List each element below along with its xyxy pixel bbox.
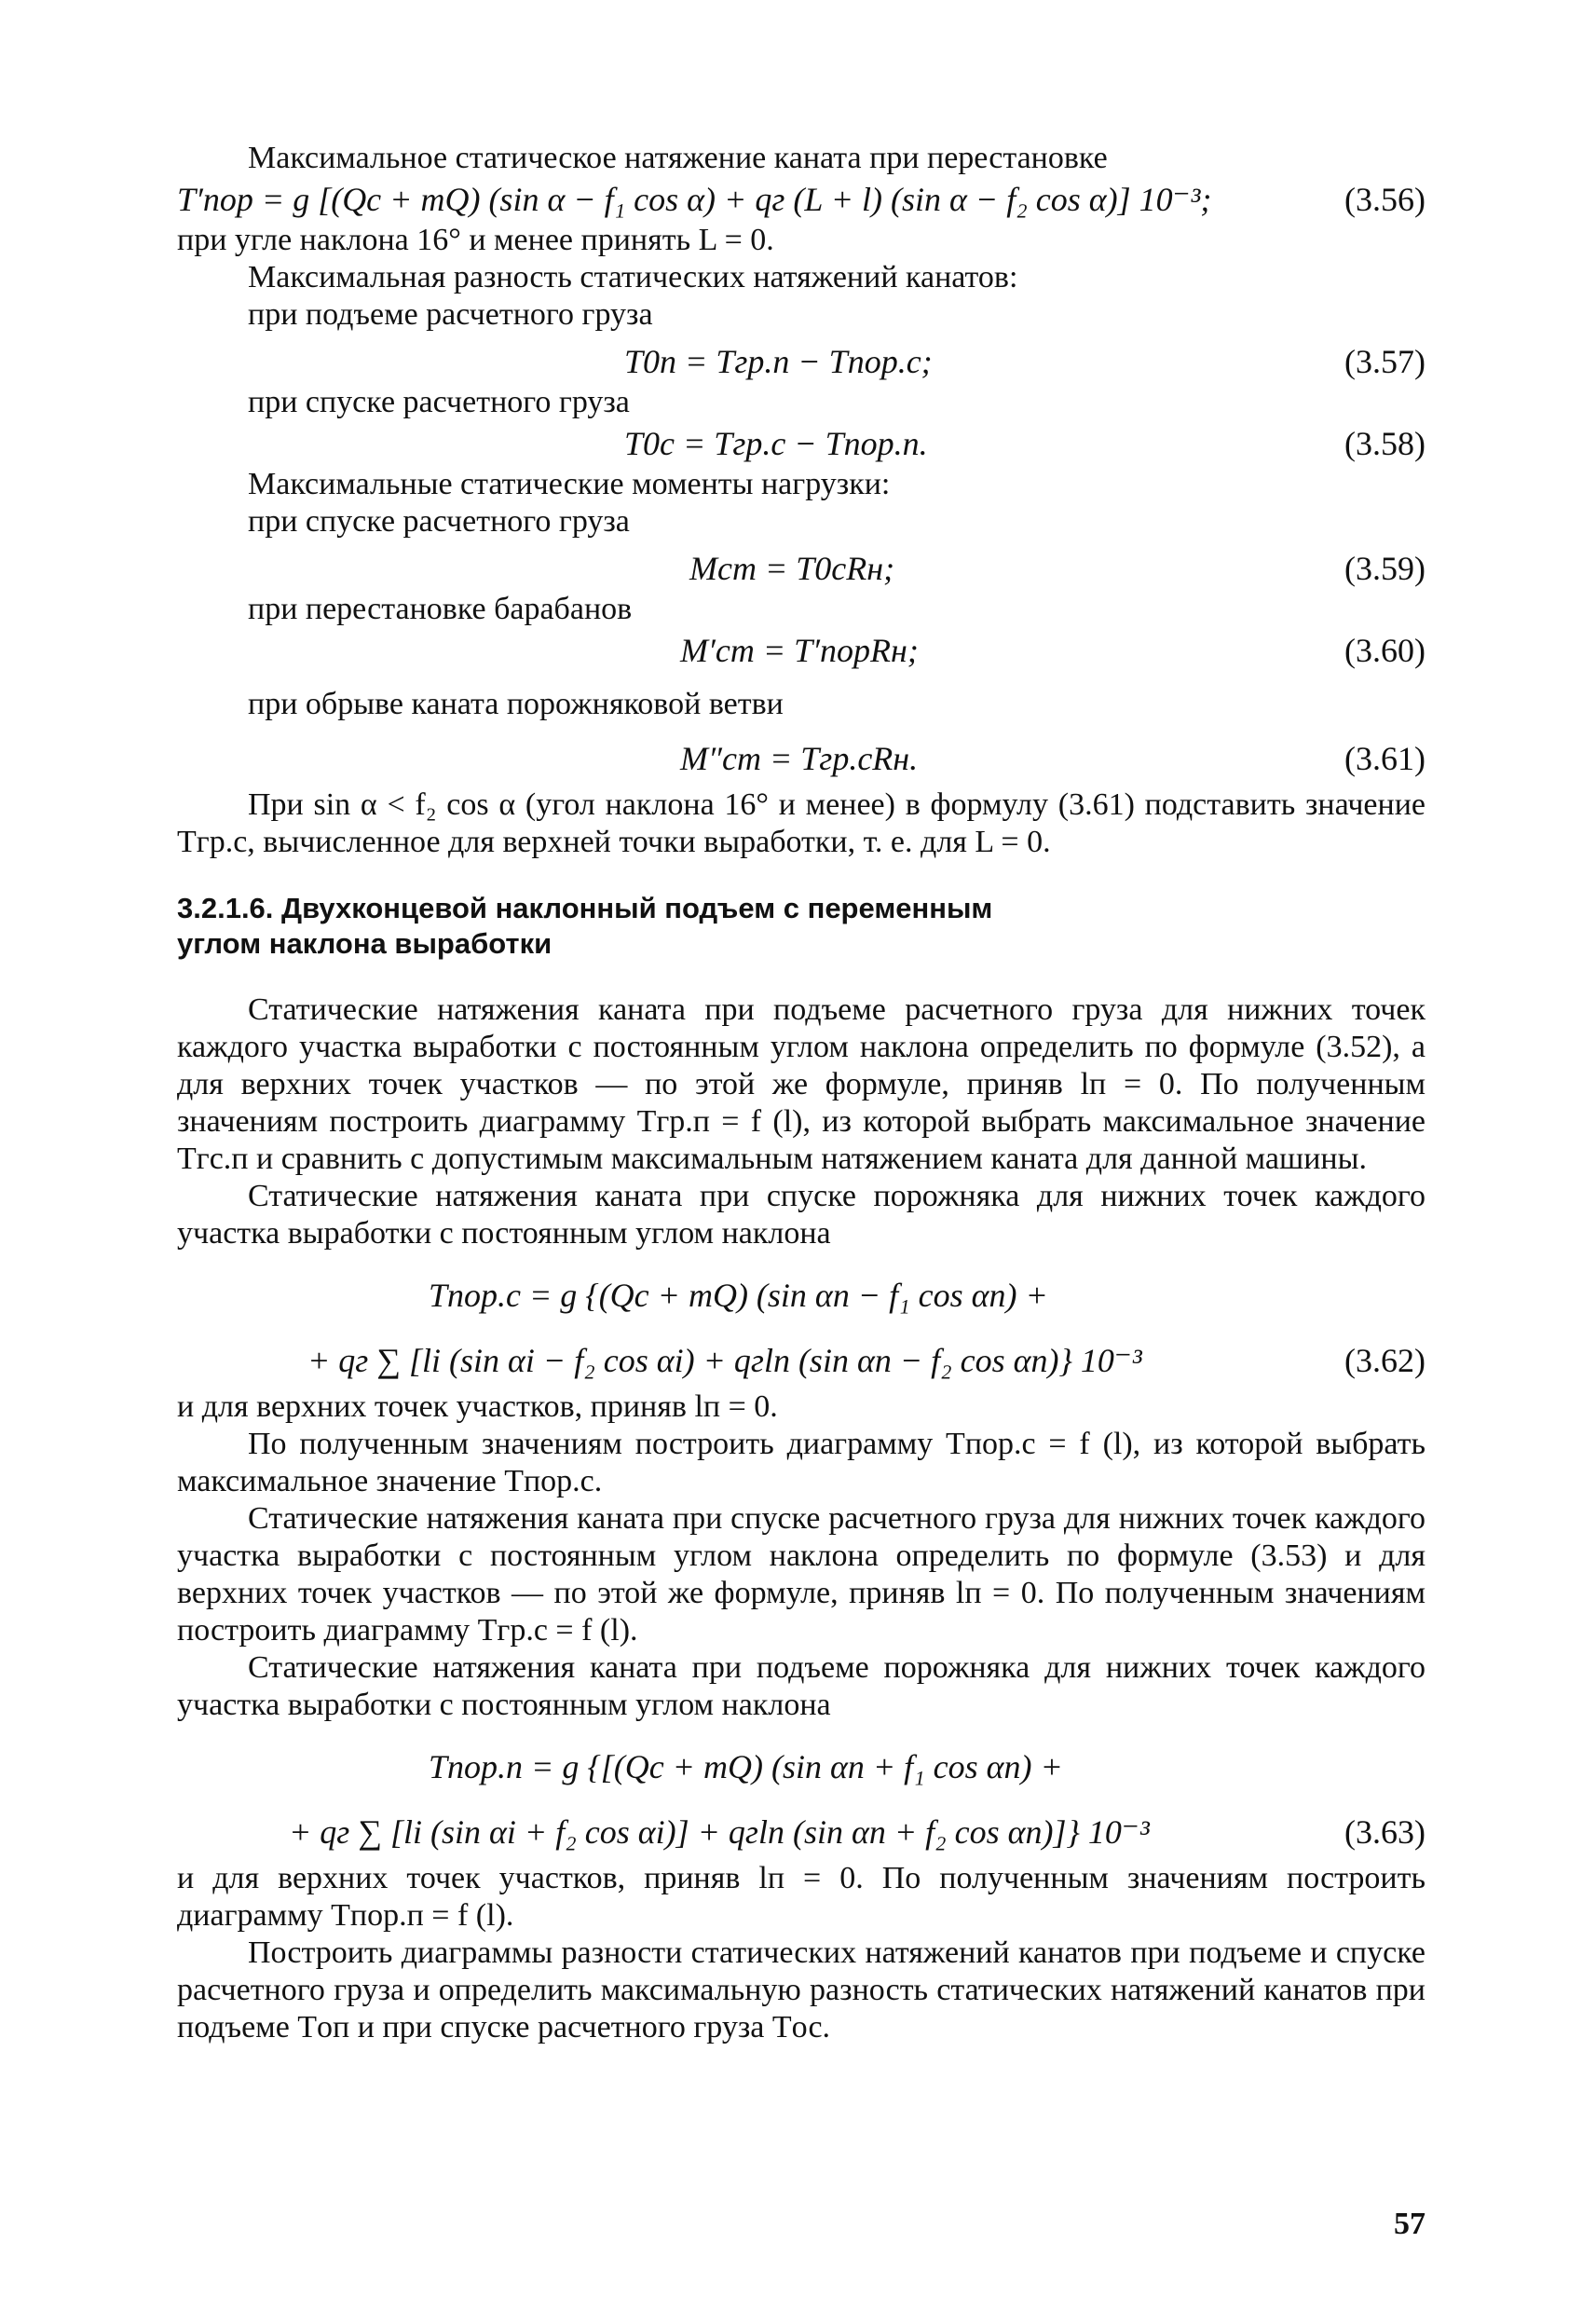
section-heading — [177, 891, 1425, 962]
paragraph: при подъеме расчетного груза — [248, 297, 653, 332]
equation-number: (3.57) — [1344, 343, 1425, 380]
equation-number: (3.60) — [1344, 632, 1425, 669]
paragraph: По полученным значениям построить диаграмму Tпор.с = f (l), из которой выбрать максимальное значение Tпор.с. — [177, 1427, 1425, 1498]
equation-3-59 — [177, 546, 1425, 591]
equation-3-63-line2 — [177, 1810, 1425, 1854]
equation-number: (3.56) — [1344, 181, 1425, 218]
equation-3-61 — [177, 736, 1425, 781]
paragraph: и для верхних точек участков, приняв lп = 0. — [177, 1389, 778, 1424]
paragraph: при спуске расчетного груза — [248, 504, 630, 539]
paragraph: при спуске расчетного груза — [248, 385, 630, 419]
paragraph: и для верхних точек участков, приняв lп = 0. По полученным значениям построить диаграмму Tпор.п = f (l). — [177, 1861, 1425, 1933]
formula: Mст = T0сRн; — [689, 550, 895, 587]
paragraph: Статические натяжения каната при спуске порожняка для нижних точек каждого участка выработки с постоянным углом наклона — [177, 1179, 1425, 1251]
paragraph: Максимальное статическое натяжение каната при перестановке — [248, 141, 1108, 175]
equation-3-57 — [177, 339, 1425, 384]
paragraph: При sin α < f₂ cos α (угол наклона 16° и менее) в формулу (3.61) подставить значение Tгр.с, вычисленное для верхней точки выработки, т. е. для L = 0. — [177, 787, 1425, 859]
formula: Tпор.с = g {(Qс + mQ) (sin αп − f₁ cos αп) + — [429, 1277, 1048, 1314]
formula: T′пор = g [(Qс + mQ) (sin α − f₁ cos α) + qг (L + l) (sin α − f₂ cos α)] 10⁻³; — [177, 181, 1212, 218]
equation-number: (3.59) — [1344, 550, 1425, 587]
paragraph: Максимальные статические моменты нагрузки: — [248, 467, 891, 501]
formula: T0с = Tгр.с − Tпор.п. — [624, 425, 928, 462]
heading-line: 3.2.1.6. Двухконцевой наклонный подъем с переменным — [177, 892, 993, 924]
equation-3-58 — [177, 421, 1425, 466]
paragraph: Статические натяжения каната при подъеме расчетного груза для нижних точек каждого участка выработки с постоянным углом наклона определить по формуле (3.52), а для верхних точек участков — по этой же формуле, приняв lп = 0. По полученным значениям построить диаграмму Tгр.п = f (l), из которой выбрать максимальное значение Tгс.п и сравнить с допустимым максимальным натяжением каната для данной машины. — [177, 992, 1425, 1176]
formula: M″ст = Tгр.сRн. — [680, 740, 919, 777]
equation-number: (3.58) — [1344, 425, 1425, 462]
paragraph: при обрыве каната порожняковой ветви — [248, 687, 784, 721]
paragraph: при угле наклона 16° и менее принять L = 0. — [177, 223, 774, 257]
equation-3-56 — [177, 177, 1425, 222]
formula: Tпор.п = g {[(Qс + mQ) (sin αп + f₁ cos αп) + — [429, 1748, 1063, 1785]
equation-3-62-line2 — [177, 1338, 1425, 1383]
text-column — [177, 140, 1425, 2046]
formula: T0п = Tгр.п − Tпор.с; — [624, 343, 933, 380]
paragraph: Построить диаграммы разности статических натяжений канатов при подъеме и спуске расчетного груза и определить максимальную разность статических натяжений канатов при подъеме Tоп и при спуске расчетного груза Tос. — [177, 1935, 1425, 2044]
paragraph: Статические натяжения каната при подъеме порожняка для нижних точек каждого участка выработки с постоянным углом наклона — [177, 1650, 1425, 1722]
paragraph: Максимальная разность статических натяжений канатов: — [248, 260, 1018, 294]
formula: M′ст = T′порRн; — [680, 632, 919, 669]
equation-3-60 — [177, 628, 1425, 673]
formula: + qг ∑ [li (sin αi − f₂ cos αi) + qгlп (sin αп − f₂ cos αп)} 10⁻³ — [307, 1342, 1142, 1379]
equation-number: (3.61) — [1344, 740, 1425, 777]
equation-number: (3.63) — [1344, 1813, 1425, 1851]
formula: + qг ∑ [li (sin αi + f₂ cos αi)] + qгlп (sin αп + f₂ cos αп)]} 10⁻³ — [289, 1813, 1150, 1851]
paragraph: Статические натяжения каната при спуске расчетного груза для нижних точек каждого участка выработки с постоянным углом наклона определить по формуле (3.53) и для верхних точек участков — по этой же формуле, приняв lп = 0. По полученным значениям построить диаграмму Tгр.с = f (l). — [177, 1501, 1425, 1648]
equation-3-62-line1 — [177, 1273, 1425, 1318]
heading-line: углом наклона выработки — [177, 927, 552, 960]
paragraph: при перестановке барабанов — [248, 592, 633, 626]
page-number: 57 — [1394, 2207, 1425, 2241]
equation-3-63-line1 — [177, 1744, 1425, 1789]
equation-number: (3.62) — [1344, 1342, 1425, 1379]
